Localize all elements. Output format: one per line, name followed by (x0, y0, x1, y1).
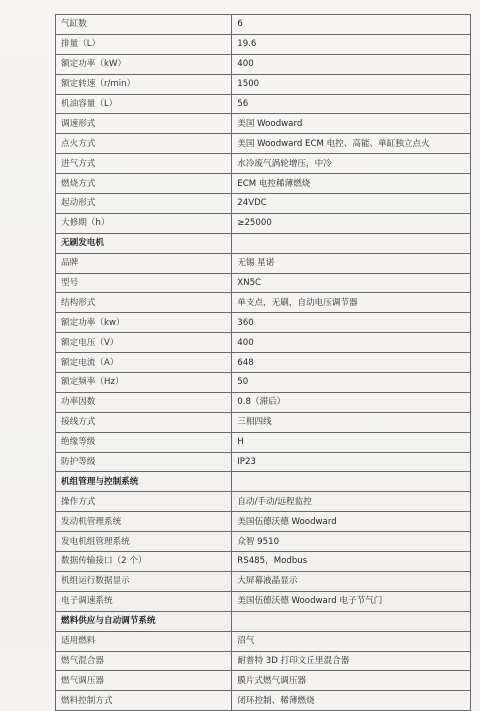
spec-value-cell: 膜片式燃气调压器 (232, 671, 471, 691)
table-row (56, 571, 471, 591)
section-title: 燃料供应与自动调节系统 (56, 611, 232, 631)
spec-value-cell: 美国伍德沃德 Woodward 电子节气门 (232, 591, 471, 611)
spec-value-cell: 1500 (232, 74, 471, 94)
table-row (56, 253, 471, 273)
spec-value-cell: 400 (232, 54, 471, 74)
table-row (56, 273, 471, 293)
table-row (56, 15, 471, 35)
spec-value-cell: 美国 Woodward (232, 114, 471, 134)
table-row (56, 353, 471, 373)
spec-name-cell: 结构形式 (56, 293, 232, 313)
table-row (56, 552, 471, 572)
table-row (56, 671, 471, 691)
table-row (56, 373, 471, 393)
spec-name-cell: 气缸数 (56, 15, 232, 35)
spec-name-cell: 机组运行数据显示 (56, 571, 232, 591)
table-row (56, 213, 471, 233)
table-row (56, 194, 471, 214)
table-row (56, 512, 471, 532)
table-row (56, 54, 471, 74)
section-title: 机组管理与控制系统 (56, 472, 232, 492)
spec-name-cell: 燃气混合器 (56, 651, 232, 671)
spec-name-cell: 调速形式 (56, 114, 232, 134)
table-row (56, 114, 471, 134)
spec-name-cell: 机油容量（L） (56, 94, 232, 114)
spec-name-cell: 绝缘等级 (56, 432, 232, 452)
spec-value-cell: 三相四线 (232, 412, 471, 432)
spec-table (55, 14, 471, 711)
table-row (56, 154, 471, 174)
table-row (56, 174, 471, 194)
spec-name-cell: 额定频率（Hz） (56, 373, 232, 393)
table-row (56, 532, 471, 552)
spec-name-cell: 额定功率（kW） (56, 54, 232, 74)
spec-table-body (56, 15, 471, 711)
table-row (56, 293, 471, 313)
spec-value-cell: 360 (232, 313, 471, 333)
spec-name-cell: 燃气调压器 (56, 671, 232, 691)
spec-value-cell: 6 (232, 15, 471, 35)
table-row (56, 631, 471, 651)
spec-name-cell: 型号 (56, 273, 232, 293)
section-header-row (56, 472, 471, 492)
section-empty-cell (232, 233, 471, 253)
spec-name-cell: 起动形式 (56, 194, 232, 214)
spec-value-cell: 648 (232, 353, 471, 373)
spec-name-cell: 额定电压（V） (56, 333, 232, 353)
spec-name-cell: 发电机组管理系统 (56, 532, 232, 552)
section-header-row (56, 233, 471, 253)
spec-value-cell: 水冷废气涡轮增压，中冷 (232, 154, 471, 174)
table-row (56, 591, 471, 611)
spec-name-cell: 电子调速系统 (56, 591, 232, 611)
spec-value-cell: 56 (232, 94, 471, 114)
table-row (56, 492, 471, 512)
spec-value-cell: 大屏幕液晶显示 (232, 571, 471, 591)
spec-value-cell: 0.8（滞后） (232, 392, 471, 412)
spec-value-cell: 50 (232, 373, 471, 393)
table-row (56, 392, 471, 412)
spec-name-cell: 接线方式 (56, 412, 232, 432)
table-row (56, 412, 471, 432)
section-empty-cell (232, 472, 471, 492)
section-header-row (56, 611, 471, 631)
table-row (56, 691, 471, 711)
section-title: 无刷发电机 (56, 233, 232, 253)
spec-name-cell: 数据传输接口（2 个） (56, 552, 232, 572)
spec-value-cell: 美国 Woodward ECM 电控、高能、单缸独立点火 (232, 134, 471, 154)
spec-name-cell: 适用燃料 (56, 631, 232, 651)
spec-value-cell: H (232, 432, 471, 452)
spec-value-cell: 自动/手动/远程监控 (232, 492, 471, 512)
spec-value-cell: 24VDC (232, 194, 471, 214)
table-row (56, 134, 471, 154)
spec-value-cell: IP23 (232, 452, 471, 472)
spec-name-cell: 额定转速（r/min） (56, 74, 232, 94)
spec-value-cell: XN5C (232, 273, 471, 293)
spec-name-cell: 进气方式 (56, 154, 232, 174)
spec-name-cell: 操作方式 (56, 492, 232, 512)
section-empty-cell (232, 611, 471, 631)
table-row (56, 74, 471, 94)
spec-value-cell: 闭环控制、稀薄燃烧 (232, 691, 471, 711)
spec-value-cell: 19.6 (232, 34, 471, 54)
spec-value-cell: 沼气 (232, 631, 471, 651)
spec-value-cell: 无锡 星诺 (232, 253, 471, 273)
spec-value-cell: ECM 电控稀薄燃烧 (232, 174, 471, 194)
table-row (56, 34, 471, 54)
table-row (56, 452, 471, 472)
spec-value-cell: 众智 9510 (232, 532, 471, 552)
spec-name-cell: 功率因数 (56, 392, 232, 412)
spec-name-cell: 额定功率（kw） (56, 313, 232, 333)
table-row (56, 313, 471, 333)
spec-value-cell: 美国伍德沃德 Woodward (232, 512, 471, 532)
spec-name-cell: 排量（L） (56, 34, 232, 54)
spec-name-cell: 大修期（h） (56, 213, 232, 233)
table-row (56, 651, 471, 671)
spec-name-cell: 品牌 (56, 253, 232, 273)
spec-value-cell: 单支点，无刷，自动电压调节器 (232, 293, 471, 313)
spec-name-cell: 燃料控制方式 (56, 691, 232, 711)
table-row (56, 94, 471, 114)
spec-value-cell: 400 (232, 333, 471, 353)
spec-value-cell: 耐普特 3D 打印文丘里混合器 (232, 651, 471, 671)
spec-value-cell: RS485，Modbus (232, 552, 471, 572)
spec-name-cell: 燃烧方式 (56, 174, 232, 194)
table-row (56, 333, 471, 353)
spec-name-cell: 额定电流（A） (56, 353, 232, 373)
spec-name-cell: 发动机管理系统 (56, 512, 232, 532)
table-row (56, 432, 471, 452)
spec-value-cell: ≥25000 (232, 213, 471, 233)
spec-name-cell: 点火方式 (56, 134, 232, 154)
spec-name-cell: 防护等级 (56, 452, 232, 472)
